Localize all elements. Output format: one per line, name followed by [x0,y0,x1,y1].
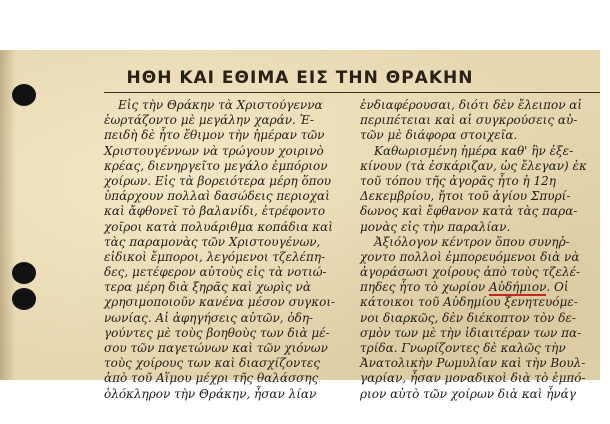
text-line: εἰδικοὶ ἔμποροι, λεγόμενοι τζελέπη- [104,249,326,264]
text-line: χοίρων. Εἰς τὰ βορειότερα μέρη ὅπου [104,173,332,188]
text-line: χοῖροι κατὰ πολυάριθμα κοπάδια καὶ [104,219,333,234]
punch-hole [12,262,36,284]
left-column [104,98,354,402]
text-line: χρησιμοποιοῦν κανένα μέσον συγκοι- [104,295,336,310]
text-line: μονὰς εἰς τὴν παραλίαν. [360,219,511,234]
text-line: Χριστουγέννων νὰ τρώγουν χοιρινὸ [104,143,324,158]
punch-hole [12,288,36,310]
text-line: ριον αὐτὸ τῶν χοίρων διὰ καὶ ἦνάγ [360,386,576,401]
text-line: τερα μέρη διὰ ξηρᾶς καὶ χωρὶς νὰ [104,280,311,295]
text-line: ἐνδιαφέρουσαι, διότι δὲν ἔλειπον αἱ [360,98,583,112]
text-line-underlined [360,280,610,295]
text-line: ἀπὸ τοῦ Αἵμου μέχρι τῆς θαλάσσης [104,371,319,386]
text-line: τὰς παραμονὰς τῶν Χριστουγένων, [104,234,321,249]
text-line: κίνουν (τὰ ἐσκάριζαν, ὡς ἔλεγαν) ἐκ [360,158,587,173]
punch-hole [12,84,36,106]
text-line: γαρίαν, ἦσαν μοναδικοὶ διὰ τὸ ἐμπό- [360,371,586,386]
text-line: Ἀξιόλογον κέντρον ὅπου συνηῤ- [374,234,570,249]
newspaper-clipping [0,50,600,401]
text-line: δες, μετέφερον αὐτοὺς εἰς τὰ νοτιώ- [104,265,327,280]
text-line: κάτοικοι τοῦ Αὐδημίου ξενητευόμε- [360,295,578,310]
text-line: γούντες μὲ τοὺς βοηθοὺς των διὰ μέ- [104,325,330,340]
text-line: ἑωρτάζοντο μὲ μεγάλην χαράν. Ἐ- [104,113,314,128]
right-column [360,98,610,402]
text-segment: . Οἱ [546,280,569,295]
title-divider [104,92,600,93]
text-line: ὑπάρχουν πολλαὶ δασώδεις περιοχαὶ [104,189,330,204]
text-line: δωνος καὶ ἔφθανον κατὰ τὰς παρα- [360,204,578,219]
text-line: τοὺς χοίρους των καὶ διασχίζοντες [104,356,321,371]
text-line: σμὸν των μὲ τὴν ἰδιαιτέραν των πα- [360,325,582,340]
text-segment: πηδες ἦτο τὸ χωρίον [360,280,489,295]
text-line: τῶν μὲ διάφορα στοιχεῖα. [360,128,518,143]
text-line: τρίδα. Γνωρίζοντες δὲ καλῶς τὴν [360,341,566,355]
text-line: νωνίας. Αἱ ἀφηγήσεις αὐτῶν, ὁδη- [104,310,314,325]
text-line: κρέας, διενηργεῖτο μεγάλο ἐμπόριον [104,158,328,173]
text-line: ἀγοράσωσι χοίρους ἀπὸ τοὺς τζελέ- [360,265,581,280]
text-line: Εἰς τὴν Θράκην τὰ Χριστούγεννα [118,98,323,112]
text-line: χοντο πολλοὶ ἐμπορευόμενοι διὰ νὰ [360,249,580,264]
text-line: σου τῶν παγετώνων καὶ τῶν χιόνων [104,341,328,355]
text-line: ὁλόκληρον τὴν Θράκην, ἦσαν λίαν [104,386,317,401]
text-line: περιπέτειαι καὶ αἱ συγκρούσεις αὐ- [360,113,578,128]
text-line: Ἀνατολικὴν Ρωμυλίαν καὶ τὴν Βουλ- [360,356,586,371]
text-line: πειδὴ δὲ ἦτο ἔθιμον τὴν ἡμέραν τῶν [104,128,325,143]
text-line: τοῦ τόπου τῆς ἀγορᾶς ἦτο ἡ 12η [360,173,556,188]
text-line: Δεκεμβρίου, ἤτοι τοῦ ἁγίου Σπυρί- [360,189,571,204]
text-line: νοι διαρκῶς, δὲν διέκοπτον τὸν δε- [360,310,576,325]
text-line: Καθωρισμένη ἡμέρα καθ' ἣν ἐξε- [374,143,574,158]
article-title: ΗΘΗ ΚΑΙ ΕΘΙΜΑ ΕΙΣ ΤΗΝ ΘΡΑΚΗΝ [126,68,474,88]
underlined-place-name: Αὐδήμιον [488,280,547,295]
text-line: καὶ ἄφθονεῖ τὸ βαλανίδι, ἐτρέφοντο [104,204,326,219]
